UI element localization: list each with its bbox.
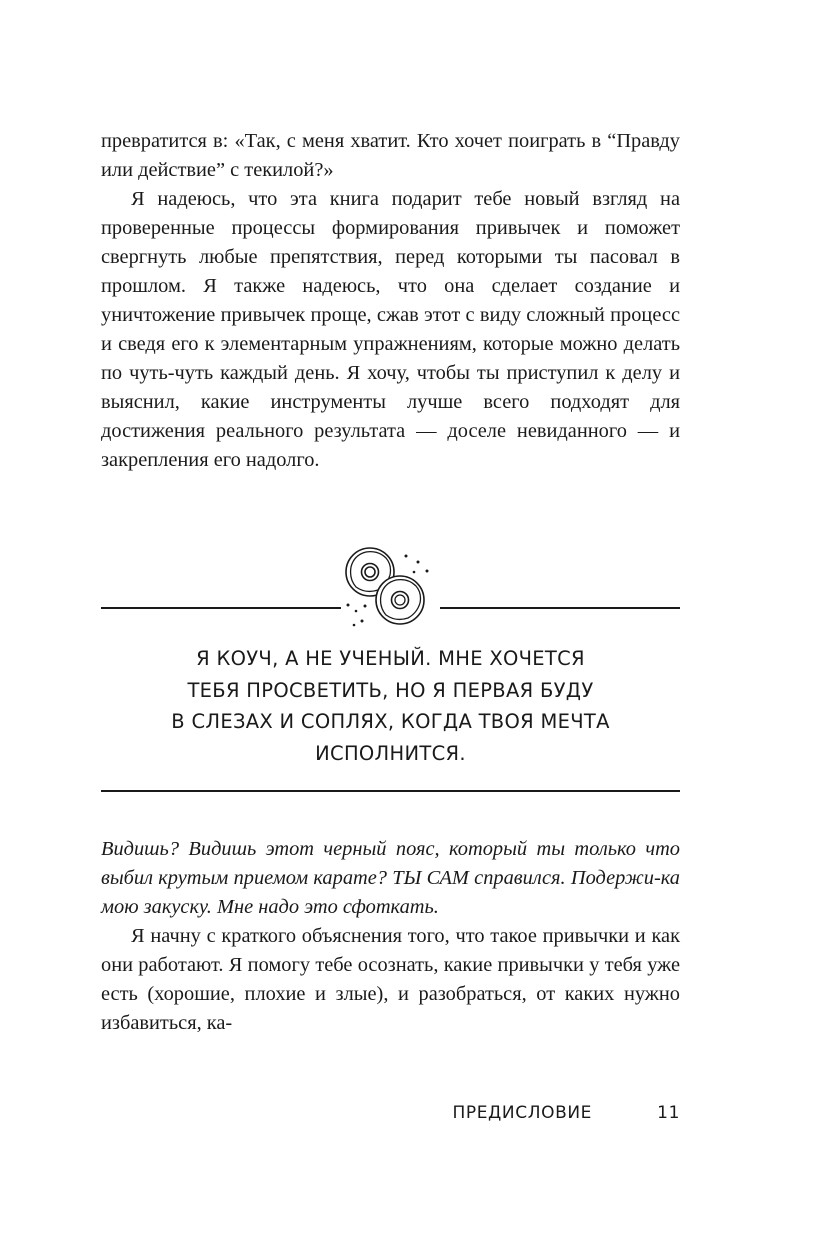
divider-rule-left [101,607,341,609]
running-footer-section: ПРЕДИСЛОВИЕ [452,1103,592,1123]
pull-quote [101,643,680,769]
paragraph-hope: Я надеюсь, что эта книга подарит тебе новый взгляд на проверенные процессы формирования привычек и поможет свергнуть любые препятствия, перед которыми ты пасовал в прошлом. Я также надеюсь, что она сделает создание и уничтожение привычек проще, сжав этот с виду сложный процесс и сведя его к элементарным упражнениям, которые можно делать по чуть-чуть каждый день. Я хочу, чтобы ты приступил к делу и выяснил, какие инструменты лучше всего подходят для достижения реального результата — доселе невиданного — и закрепления его надолго. [101,188,680,471]
paragraph-intro: Я начну с краткого объяснения того, что такое привычки и как они работают. Я помогу тебе осознать, какие привычки у тебя уже есть (хорошие, плохие и злые), и разобраться, от каких нужно избавиться, ка- [101,925,680,1034]
divider-rule-right [440,607,680,609]
donuts-icon [338,545,438,630]
page-footer [101,1103,680,1133]
bottom-text-block [101,835,680,1038]
top-text-block [101,127,680,475]
pull-quote-line: Я КОУЧ, А НЕ УЧЕНЫЙ. МНЕ ХОЧЕТСЯ [196,647,585,670]
pull-quote-line: ТЕБЯ ПРОСВЕТИТЬ, НО Я ПЕРВАЯ БУДУ [187,678,594,702]
pull-quote-line: ИСПОЛНИТСЯ. [315,741,466,765]
paragraph-continuation: превратится в: «Так, с меня хватит. Кто хочет поиграть в “Правду или действие” с текилой?» [101,130,680,181]
pull-quote-bottom-rule [101,790,680,792]
page-number: 11 [657,1103,680,1123]
paragraph-italic-aside: Видишь? Видишь этот черный пояс, который ты только что выбил крутым приемом карате? ТЫ САМ справился. Подержи-ка мою закуску. Мне надо это сфоткать. [101,838,680,918]
pull-quote-line: В СЛЕЗАХ И СОПЛЯХ, КОГДА ТВОЯ МЕЧТА [171,710,610,733]
